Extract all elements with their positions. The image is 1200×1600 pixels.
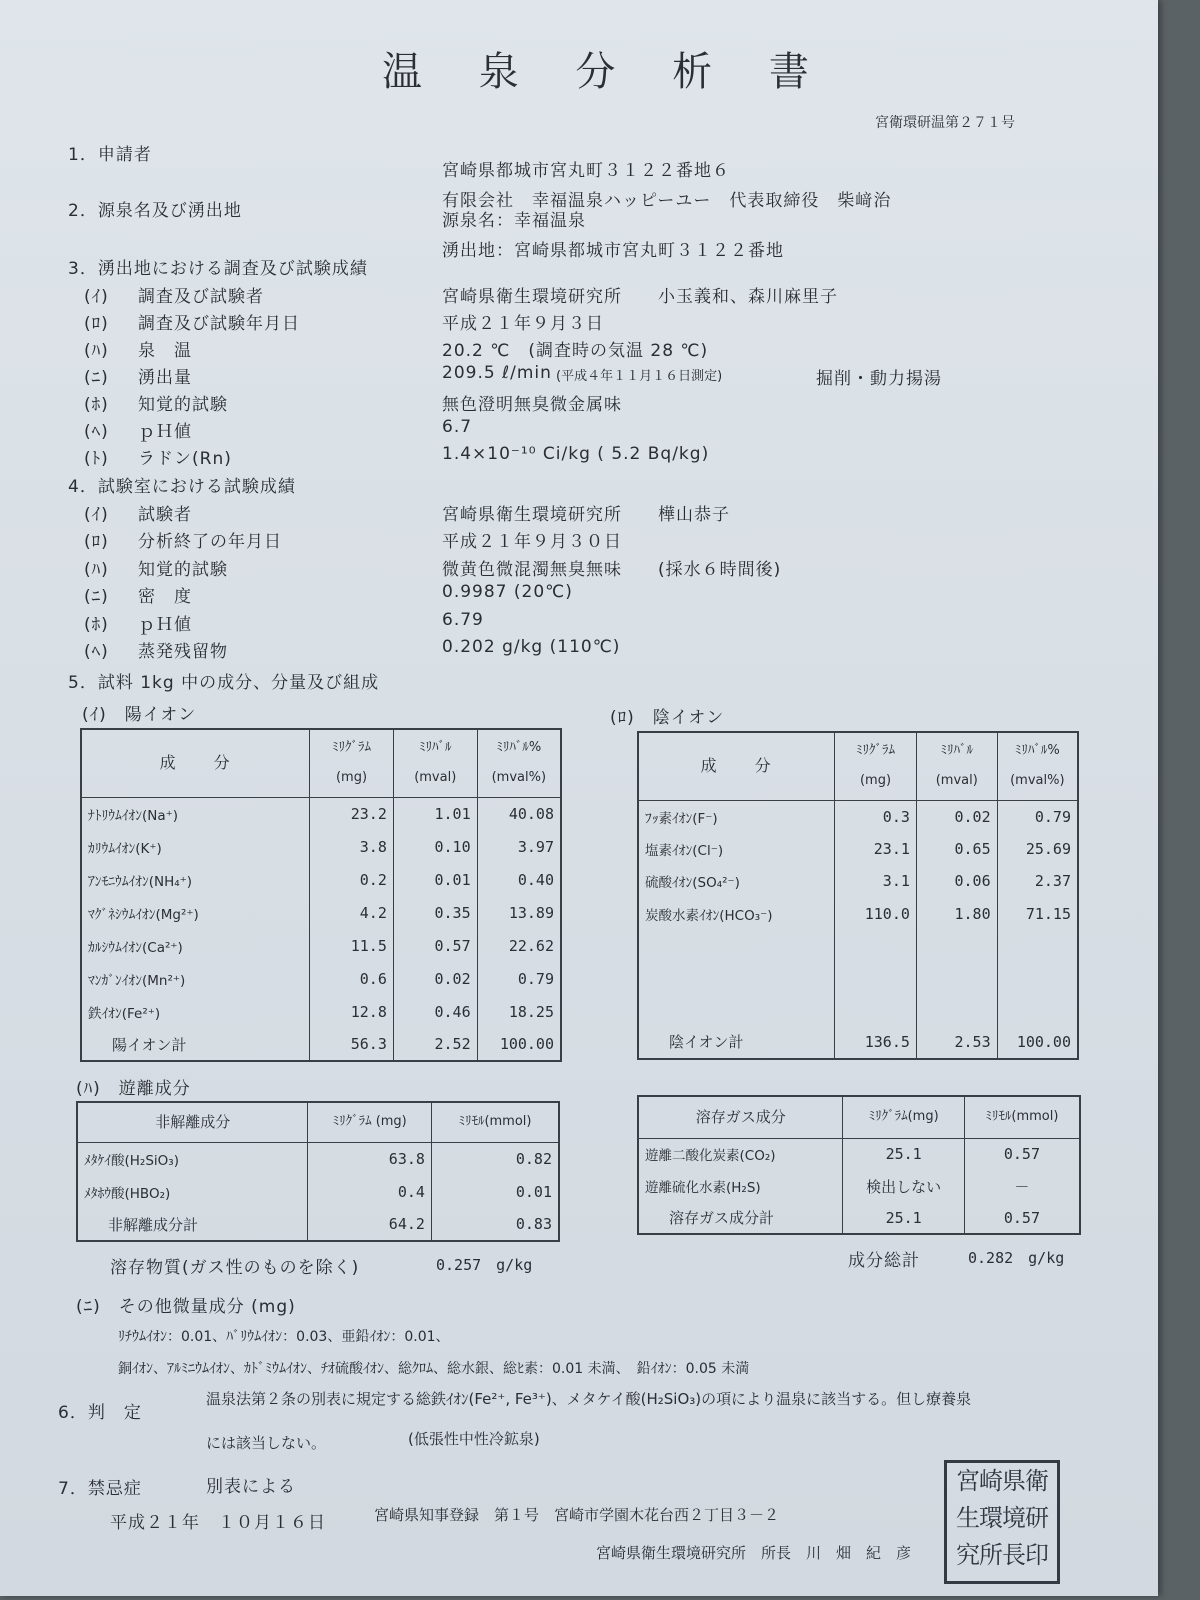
gas-header-name: 溶存ガス成分 (638, 1096, 843, 1138)
item-mark: (ﾆ) (84, 368, 109, 388)
total-row (638, 1026, 1078, 1059)
component-name: 遊離硫化水素(H₂S) (638, 1170, 843, 1202)
component-pct: 18.25 (477, 995, 561, 1028)
cation-table (80, 728, 562, 1062)
item-mark: (ﾎ) (84, 614, 109, 635)
component-mval: 0.35 (393, 896, 477, 929)
anion-header-pct: ﾐﾘﾊﾞﾙ% (mval%) (997, 732, 1078, 800)
item-mark: (ﾛ) (84, 314, 109, 334)
table-row (638, 800, 1078, 833)
item-value: 0.202 g/kg (110℃) (442, 637, 621, 657)
component-name: ｱﾝﾓﾆｳﾑｲｵﾝ(NH₄⁺) (81, 863, 310, 896)
total-row (77, 1208, 559, 1241)
item-label: 蒸発残留物 (138, 642, 228, 662)
component-pct: 0.79 (997, 800, 1078, 833)
grand-total-label: 成分総計 (848, 1251, 920, 1271)
component-mg: 110.0 (835, 898, 917, 931)
anion-header-name: 成 分 (638, 732, 835, 800)
s4-label: 4．試験室における試験成績 (68, 477, 296, 497)
component-pct: 0.79 (477, 962, 561, 995)
spring-type: (低張性中性冷鉱泉) (408, 1430, 540, 1448)
item-mark: (ｲ) (84, 287, 109, 307)
component-pct: 3.97 (477, 830, 561, 863)
component-name: 遊離二酸化炭素(CO₂) (638, 1138, 843, 1170)
cation-header-mg: ﾐﾘｸﾞﾗﾑ (mg) (310, 729, 394, 797)
total-mg: 64.2 (308, 1208, 432, 1241)
component-mmol: 0.01 (431, 1175, 559, 1208)
item-value: 0.9987 (20℃) (442, 582, 573, 603)
component-name: ﾒﾀｹｲ酸(H₂SiO₃) (77, 1142, 308, 1175)
table-row (81, 962, 561, 995)
component-name: 硫酸ｲｵﾝ(SO₄²⁻) (638, 865, 835, 898)
component-name: 鉄ｲｵﾝ(Fe²⁺) (81, 995, 310, 1028)
trace-line-1: ﾘﾁｳﾑｲｵﾝ：0.01、ﾊﾞﾘｳﾑｲｵﾝ：0.03、亜鉛ｲｵﾝ：0.01、 (118, 1329, 450, 1345)
item-label: ｐＨ値 (138, 422, 192, 442)
total-mg: 25.1 (843, 1202, 964, 1234)
component-mval: 1.01 (393, 797, 477, 830)
anion-caption: (ﾛ) 陰イオン (610, 708, 725, 728)
table-row (81, 863, 561, 896)
component-mg: 23.2 (310, 797, 394, 830)
total-mval: 2.53 (916, 1026, 997, 1059)
item-value: 平成２１年９月３日 (442, 314, 604, 334)
filler-cell (916, 930, 997, 1026)
component-pct: 71.15 (997, 898, 1078, 931)
item-value: 平成２１年９月３０日 (442, 532, 622, 553)
item-value: 20.2 ℃ (調査時の気温 28 ℃) (442, 341, 709, 361)
component-mval: 0.46 (393, 995, 477, 1028)
item-mark: (ﾊ) (84, 559, 109, 580)
s2-source: 源泉名：幸福温泉 (442, 211, 586, 231)
component-mval: 0.02 (916, 800, 997, 833)
table-row (81, 896, 561, 929)
component-mmol: － (964, 1170, 1080, 1202)
component-name: 塩素ｲｵﾝ(Cl⁻) (638, 833, 835, 866)
dissolved-value: 0.257 g/kg (436, 1256, 533, 1274)
cation-caption: (ｲ) 陽イオン (82, 705, 197, 725)
item-label: 知覚的試験 (138, 395, 228, 415)
dissolved-label: 溶存物質(ガス性のものを除く) (110, 1258, 360, 1278)
component-name: ｶﾘｳﾑｲｵﾝ(K⁺) (81, 830, 310, 863)
gas-header-mmol: ﾐﾘﾓﾙ(mmol) (964, 1096, 1080, 1138)
table-row (81, 830, 561, 863)
anion-table (637, 731, 1079, 1060)
item-label: ラドン(Rn) (138, 449, 232, 469)
item-value: 宮崎県衛生環境研究所 小玉義和、森川麻里子 (442, 287, 838, 307)
s5-label: 5．試料 1kg 中の成分、分量及び組成 (68, 673, 380, 693)
item-mark: (ﾄ) (84, 449, 109, 469)
component-mval: 0.57 (393, 929, 477, 962)
s7-label: 7．禁忌症 (58, 1479, 142, 1499)
item-mark: (ﾛ) (84, 532, 109, 553)
component-name: ｶﾙｼｳﾑｲｵﾝ(Ca²⁺) (81, 929, 310, 962)
component-mval: 0.02 (393, 962, 477, 995)
s1-applicant: 有限会社 幸福温泉ハッピーユー 代表取締役 柴﨑治 (442, 191, 892, 211)
component-mg: 3.8 (310, 830, 394, 863)
component-mmol: 0.82 (431, 1142, 559, 1175)
component-mg: 0.2 (310, 863, 394, 896)
item-extra: 掘削・動力揚湯 (816, 369, 942, 389)
institute-director: 宮崎県衛生環境研究所 所長 川 畑 紀 彦 (596, 1544, 912, 1562)
component-name: ﾏﾝｶﾞﾝｲｵﾝ(Mn²⁺) (81, 962, 310, 995)
item-mark: (ﾍ) (84, 642, 109, 662)
free-caption: (ﾊ) 遊離成分 (76, 1079, 191, 1099)
cation-header-mval: ﾐﾘﾊﾞﾙ (mval) (393, 729, 477, 797)
cation-header-pct: ﾐﾘﾊﾞﾙ% (mval%) (477, 729, 561, 797)
component-pct: 22.62 (477, 929, 561, 962)
item-mark: (ﾆ) (84, 587, 109, 608)
component-mg: 63.8 (308, 1142, 432, 1175)
item-mark: (ﾍ) (84, 422, 109, 442)
s2-label: 2．源泉名及び湧出地 (68, 201, 242, 221)
s7-value: 別表による (206, 1477, 296, 1497)
item-label: 湧出量 (138, 368, 192, 388)
free-header-mg: ﾐﾘｸﾞﾗﾑ (mg) (308, 1102, 432, 1142)
table-row (638, 1138, 1080, 1170)
component-pct: 25.69 (997, 833, 1078, 866)
component-mg: 3.1 (835, 865, 917, 898)
item-value: 無色澄明無臭微金属味 (442, 395, 622, 415)
s1-label: 1．申請者 (68, 145, 152, 165)
s6-label: 6．判 定 (58, 1403, 142, 1423)
table-row (638, 865, 1078, 898)
table-row (81, 995, 561, 1028)
component-name: ﾌｯ素ｲｵﾝ(F⁻) (638, 800, 835, 833)
total-row (81, 1028, 561, 1061)
gas-table (637, 1095, 1081, 1235)
item-label: 調査及び試験者 (138, 287, 264, 307)
component-mg: 検出しない (843, 1170, 964, 1202)
s6-line-2: には該当しない。 (206, 1434, 327, 1452)
trace-line-2: 銅ｲｵﾝ、ｱﾙﾐﾆｳﾑｲｵﾝ、ｶﾄﾞﾐｳﾑｲｵﾝ、ﾁｵ硫酸ｲｵﾝ、総ｸﾛﾑ、総水銀、総ﾋ素：0.01 未満、 鉛ｲｵﾝ：0.05 未満 (118, 1361, 750, 1377)
component-mg: 4.2 (310, 896, 394, 929)
grand-total-value: 0.282 g/kg (968, 1249, 1065, 1267)
item-note: (平成４年１１月１６日測定) (556, 369, 723, 384)
total-name: 陰イオン計 (638, 1026, 835, 1059)
s6-line-1: 温泉法第２条の別表に規定する総鉄ｲｵﾝ(Fe²⁺, Fe³⁺)、メタケイ酸(H₂SiO₃)の項により温泉に該当する。但し療養泉 (206, 1390, 972, 1408)
component-pct: 2.37 (997, 865, 1078, 898)
component-mg: 0.4 (308, 1175, 432, 1208)
item-label: 調査及び試験年月日 (138, 314, 300, 334)
component-name: ﾅﾄﾘｳﾑｲｵﾝ(Na⁺) (81, 797, 310, 830)
s1-address: 宮崎県都城市宮丸町３１２２番地６ (442, 161, 730, 181)
filler-cell (638, 930, 835, 1026)
filler-cell (997, 930, 1078, 1026)
total-mmol: 0.83 (431, 1208, 559, 1241)
component-pct: 13.89 (477, 896, 561, 929)
component-pct: 40.08 (477, 797, 561, 830)
s3-label: 3．湧出地における調査及び試験成績 (68, 259, 368, 279)
official-seal: 宮崎県衛 生環境研 究所長印 (944, 1460, 1060, 1584)
issue-date: 平成２１年 １０月１６日 (110, 1513, 326, 1533)
component-mg: 12.8 (310, 995, 394, 1028)
filler-cell (835, 930, 917, 1026)
component-name: ﾒﾀﾎｳ酸(HBO₂) (77, 1175, 308, 1208)
total-mg: 56.3 (310, 1028, 394, 1061)
item-label: 泉 温 (138, 341, 192, 361)
table-row (77, 1142, 559, 1175)
component-name: ﾏｸﾞﾈｼｳﾑｲｵﾝ(Mg²⁺) (81, 896, 310, 929)
free-header-name: 非解離成分 (77, 1102, 308, 1142)
total-mmol: 0.57 (964, 1202, 1080, 1234)
cation-header-name: 成 分 (81, 729, 310, 797)
item-value: 宮崎県衛生環境研究所 樺山恭子 (442, 505, 730, 525)
total-mval: 2.52 (393, 1028, 477, 1061)
table-row (81, 797, 561, 830)
item-label: ｐＨ値 (138, 614, 192, 635)
component-mval: 0.65 (916, 833, 997, 866)
table-row (81, 929, 561, 962)
anion-header-mval: ﾐﾘﾊﾞﾙ (mval) (916, 732, 997, 800)
component-mval: 0.01 (393, 863, 477, 896)
table-row (638, 1170, 1080, 1202)
component-mg: 0.3 (835, 800, 917, 833)
item-label: 試験者 (138, 505, 192, 525)
document-number: 宮衛環研温第２７１号 (875, 115, 1015, 131)
item-mark: (ﾊ) (84, 341, 109, 361)
filler-row (638, 930, 1078, 1026)
table-row (638, 898, 1078, 931)
component-mval: 0.06 (916, 865, 997, 898)
component-name: 炭酸水素ｲｵﾝ(HCO₃⁻) (638, 898, 835, 931)
component-mmol: 0.57 (964, 1138, 1080, 1170)
item-value: 209.5 ℓ/min (442, 363, 552, 383)
document-title: 温 泉 分 析 書 (382, 49, 831, 95)
component-mg: 11.5 (310, 929, 394, 962)
registry-info: 宮崎県知事登録 第１号 宮崎市学園木花台西２丁目３－２ (374, 1506, 780, 1524)
total-mg: 136.5 (835, 1026, 917, 1059)
total-name: 溶存ガス成分計 (638, 1202, 843, 1234)
item-mark: (ﾎ) (84, 395, 109, 415)
table-row (638, 833, 1078, 866)
component-mval: 1.80 (916, 898, 997, 931)
total-name: 陽イオン計 (81, 1028, 310, 1061)
component-mg: 23.1 (835, 833, 917, 866)
anion-header-mg: ﾐﾘｸﾞﾗﾑ (mg) (835, 732, 917, 800)
free-table (76, 1101, 560, 1242)
item-value: 6.79 (442, 609, 484, 630)
item-value: 1.4×10⁻¹⁰ Ci/kg ( 5.2 Bq/kg) (442, 444, 710, 464)
item-label: 知覚的試験 (138, 559, 228, 580)
trace-caption: (ﾆ) その他微量成分 (mg) (76, 1297, 296, 1317)
item-label: 密 度 (138, 587, 192, 608)
component-mval: 0.10 (393, 830, 477, 863)
gas-header-mg: ﾐﾘｸﾞﾗﾑ(mg) (843, 1096, 964, 1138)
item-value: 6.7 (442, 417, 473, 437)
s2-location: 湧出地：宮崎県都城市宮丸町３１２２番地 (442, 241, 784, 261)
free-header-mmol: ﾐﾘﾓﾙ(mmol) (431, 1102, 559, 1142)
component-pct: 0.40 (477, 863, 561, 896)
table-row (77, 1175, 559, 1208)
total-pct: 100.00 (997, 1026, 1078, 1059)
total-pct: 100.00 (477, 1028, 561, 1061)
total-name: 非解離成分計 (77, 1208, 308, 1241)
item-mark: (ｲ) (84, 505, 109, 525)
component-mg: 0.6 (310, 962, 394, 995)
item-label: 分析終了の年月日 (138, 532, 282, 553)
item-value: 微黄色微混濁無臭無味 (採水６時間後) (442, 559, 782, 580)
total-row (638, 1202, 1080, 1234)
component-mg: 25.1 (843, 1138, 964, 1170)
